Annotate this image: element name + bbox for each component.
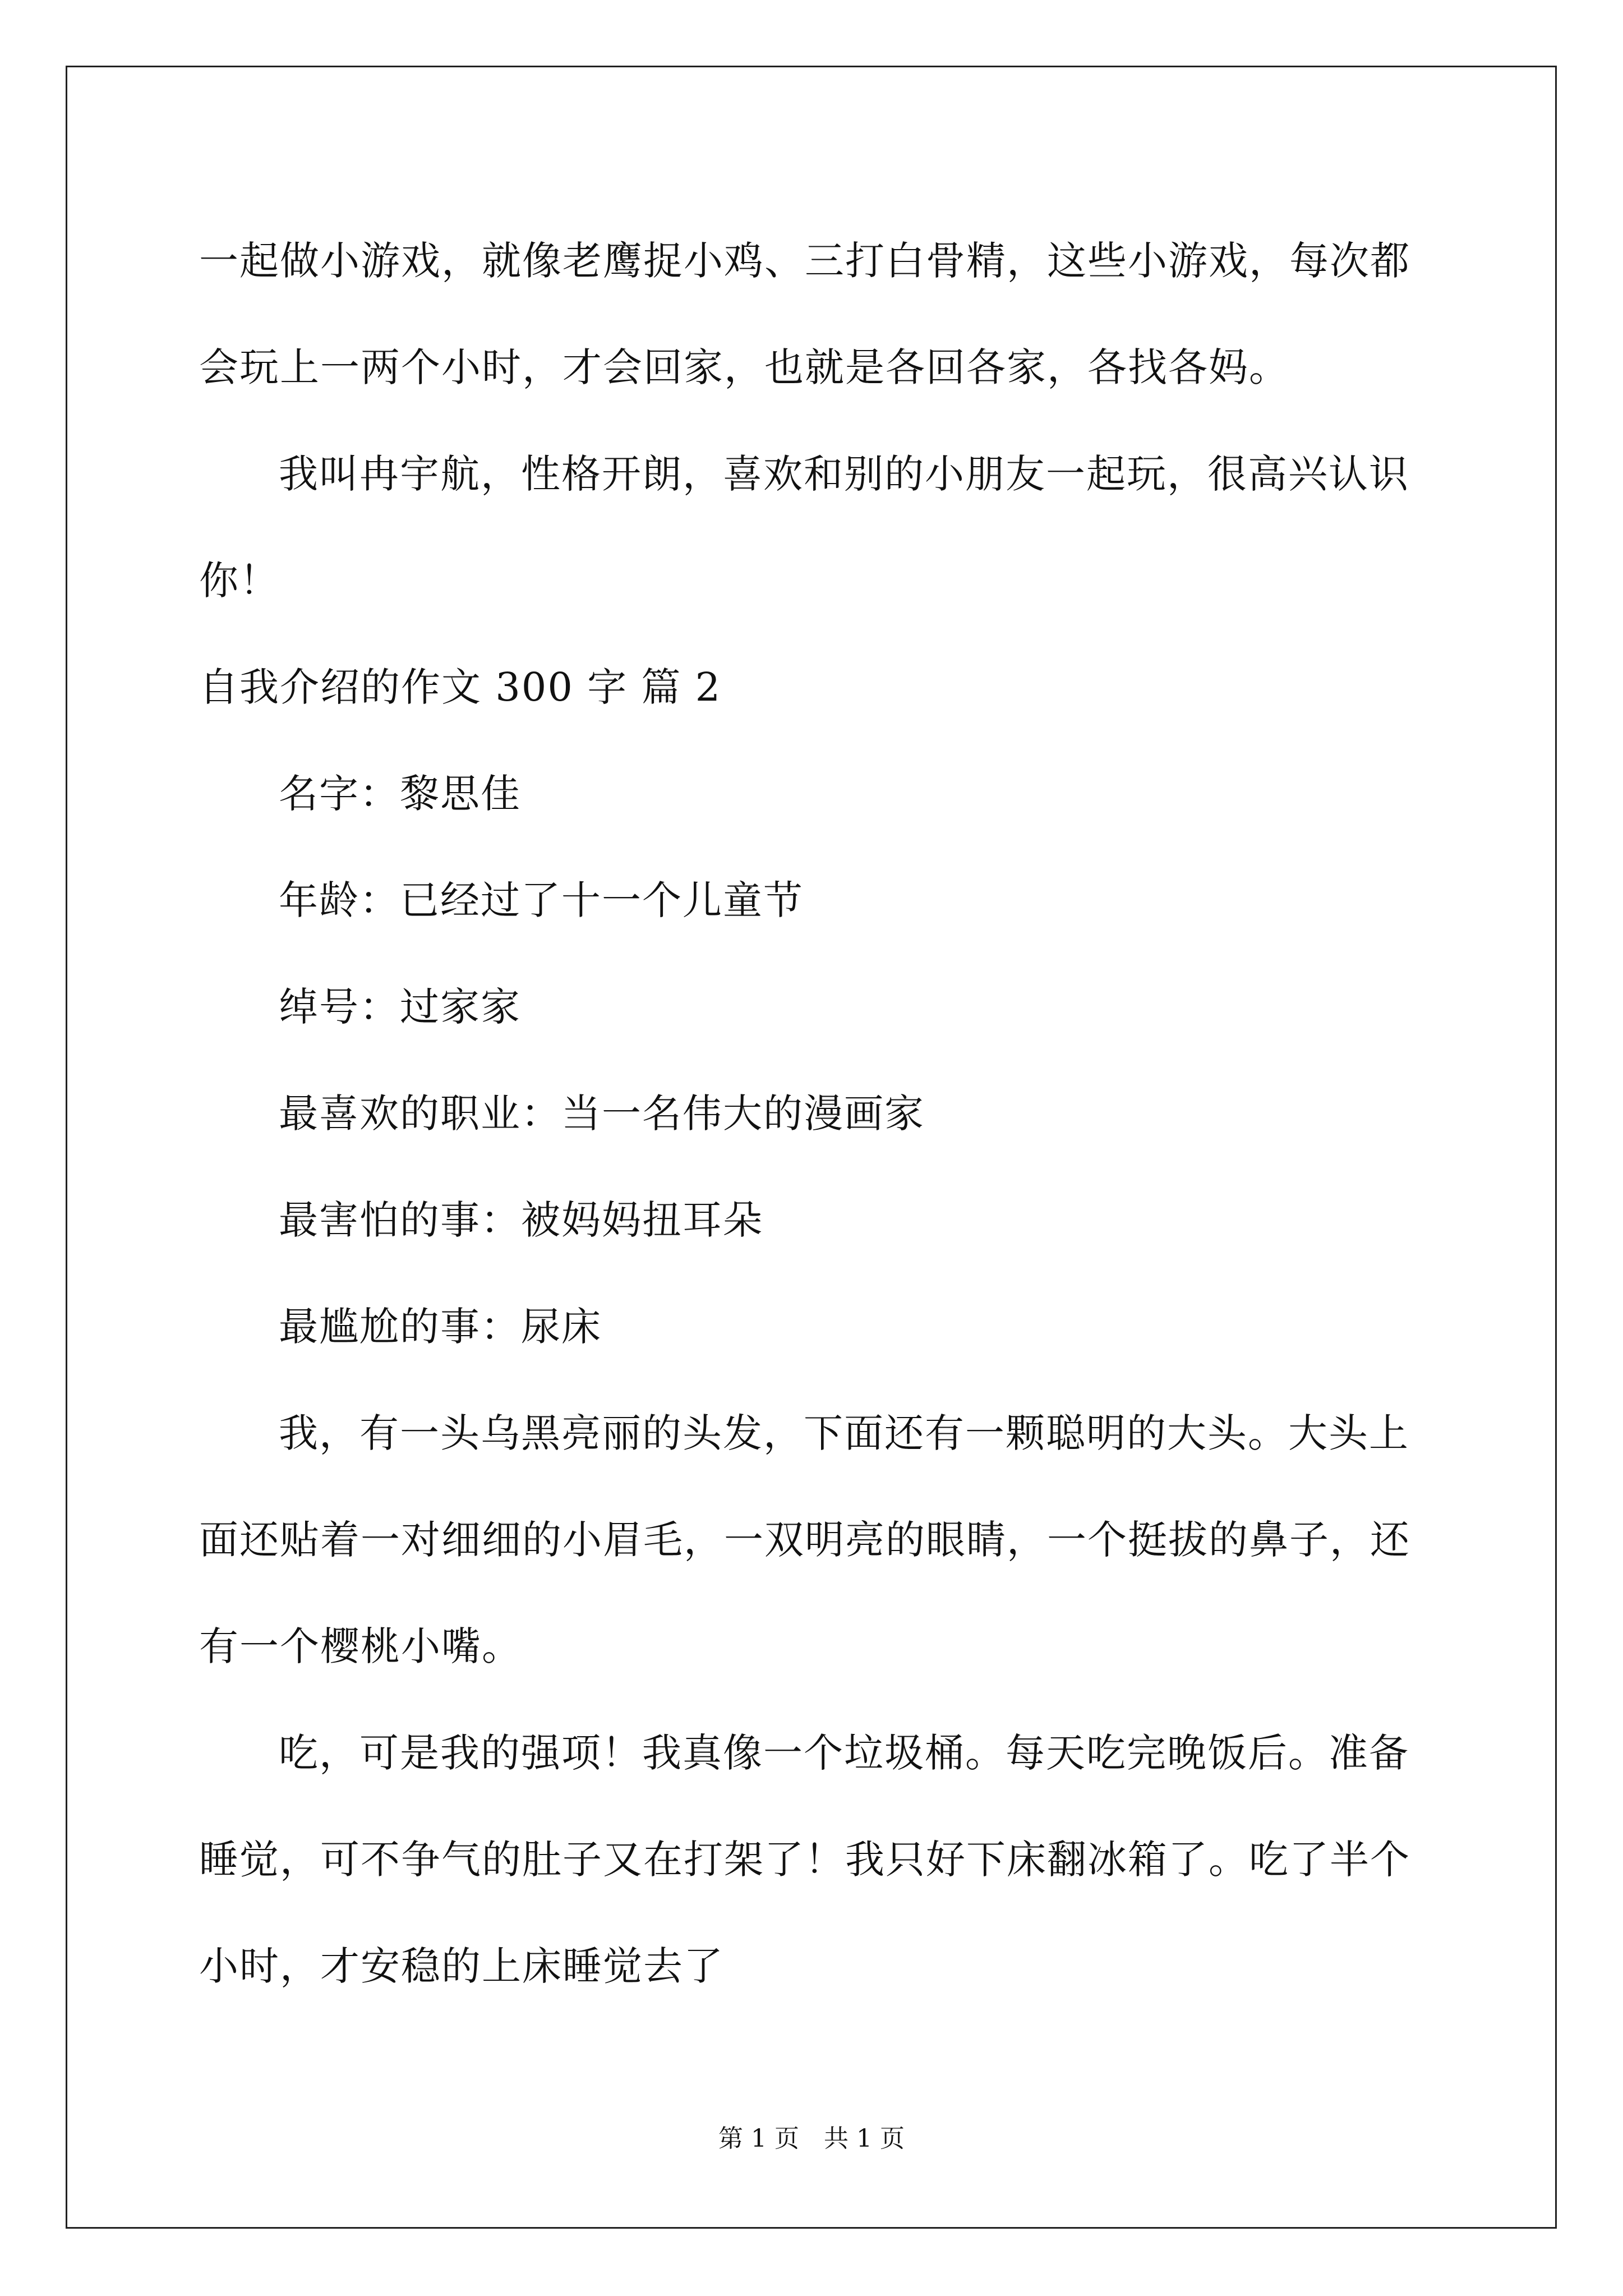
page-number-footer: 第 1 页 共 1 页 xyxy=(718,2124,905,2153)
profile-fear-line: 最害怕的事：被妈妈扭耳朵 xyxy=(279,1197,763,1243)
text-line: 睡觉，可不争气的肚子又在打架了！我只好下床翻冰箱了。吃了半个 xyxy=(199,1837,1410,1883)
paragraph-start-line: 我，有一头乌黑亮丽的头发，下面还有一颗聪明的大头。大头上 xyxy=(279,1410,1409,1456)
document-body xyxy=(199,208,1433,2019)
profile-embarrassing-line: 最尴尬的事：尿床 xyxy=(279,1304,602,1350)
profile-career-line: 最喜欢的职业：当一名伟大的漫画家 xyxy=(279,1091,925,1137)
text-line: 一起做小游戏，就像老鹰捉小鸡、三打白骨精，这些小游戏，每次都 xyxy=(199,238,1410,284)
paragraph-start-line: 我叫冉宇航，性格开朗，喜欢和别的小朋友一起玩，很高兴认识 xyxy=(279,451,1409,497)
text-line: 会玩上一两个小时，才会回家，也就是各回各家，各找各妈。 xyxy=(199,344,1289,390)
profile-name-line: 名字：黎思佳 xyxy=(279,771,521,817)
text-line: 面还贴着一对细细的小眉毛，一双明亮的眼睛，一个挺拔的鼻子，还 xyxy=(199,1517,1410,1563)
paragraph-start-line: 吃，可是我的强项！我真像一个垃圾桶。每天吃完晚饭后。准备 xyxy=(279,1730,1409,1776)
profile-age-line: 年龄：已经过了十一个儿童节 xyxy=(279,877,804,923)
text-line: 你！ xyxy=(199,558,280,604)
profile-nickname-line: 绰号：过家家 xyxy=(279,984,521,1030)
text-line: 有一个樱桃小嘴。 xyxy=(199,1623,522,1669)
section-heading: 自我介绍的作文 300 字 篇 2 xyxy=(199,664,722,710)
text-line: 小时，才安稳的上床睡觉去了 xyxy=(199,1943,724,1989)
